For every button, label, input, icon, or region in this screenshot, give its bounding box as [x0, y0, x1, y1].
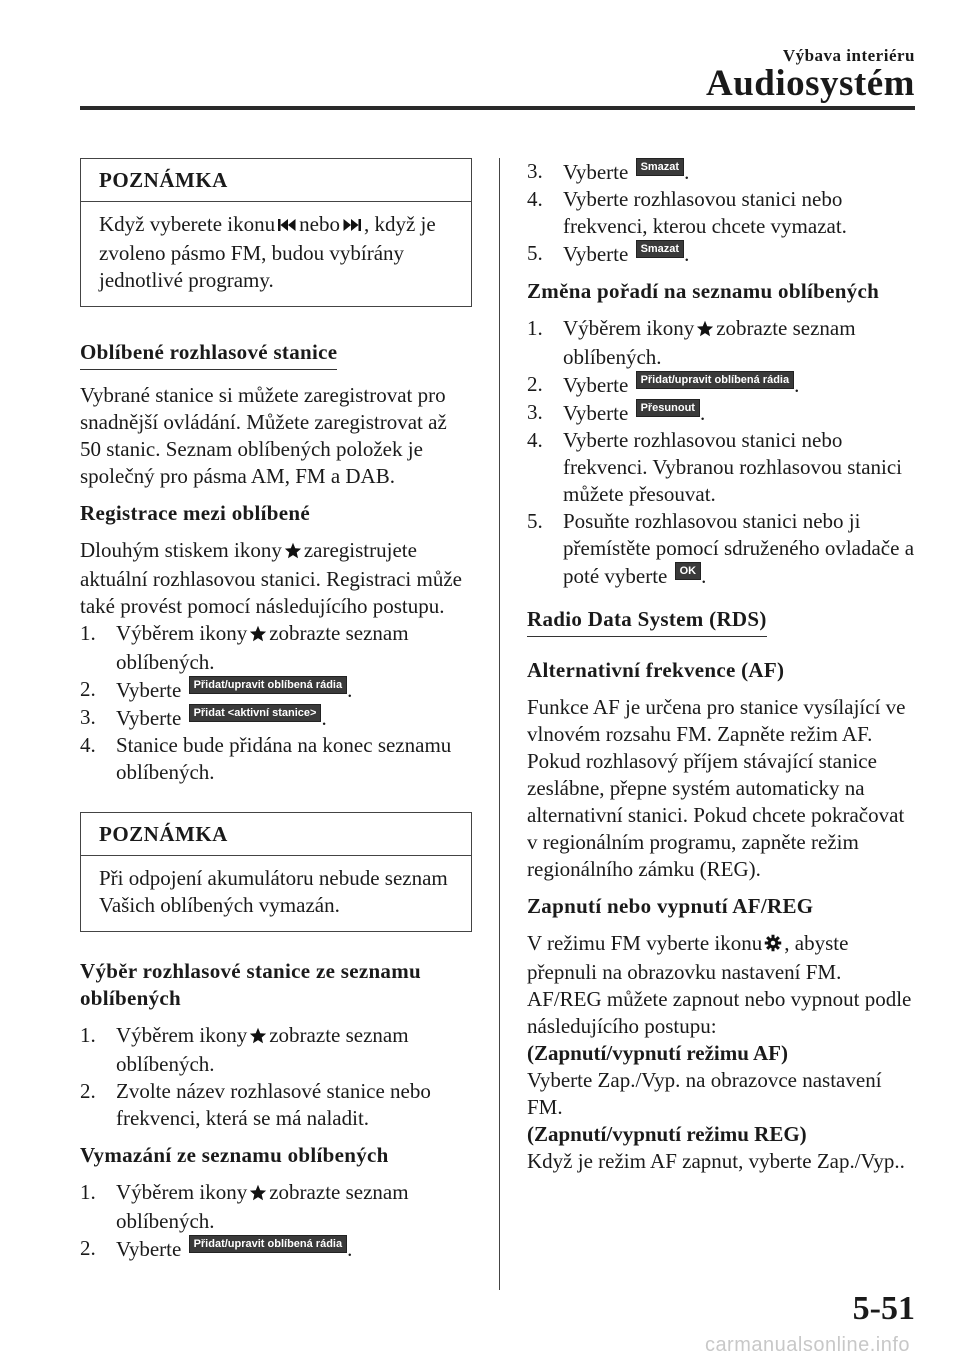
step-number: 3. [80, 705, 96, 729]
add-edit-favorites-button[interactable]: Přidat/upravit oblíbená rádia [636, 371, 795, 389]
delete-button[interactable]: Smazat [636, 158, 685, 176]
note-title: POZNÁMKA [81, 159, 471, 202]
star-icon [249, 1181, 267, 1208]
step-number: 3. [527, 159, 543, 183]
note-body: Při odpojení akumulátoru nebude seznam Vašich oblíbených vymazán. [99, 866, 448, 917]
step-text: . [684, 160, 690, 184]
list-item [527, 186, 917, 240]
note-body [81, 202, 471, 306]
page-number: 5-51 [852, 1290, 915, 1327]
reorder-steps [527, 315, 917, 590]
delete-steps-continued [527, 158, 917, 268]
note-box [80, 158, 472, 307]
step-text: . [699, 401, 706, 425]
subhead-af: Alternativní frekvence (AF) [527, 658, 785, 682]
list-item [80, 1022, 472, 1078]
delete-steps [80, 1179, 472, 1263]
list-item [527, 427, 917, 508]
right-column [527, 158, 917, 1175]
step-text: zobrazte seznam oblíbených. [116, 1180, 409, 1233]
step-text: Posuňte rozhlasovou stanici nebo ji přemístěte pomocí sdruženého ovladače a poté vyberte [563, 509, 915, 588]
paragraph [527, 930, 917, 1040]
step-number: 1. [80, 1023, 96, 1047]
step-text: Vyberte [116, 1237, 182, 1261]
subhead-register: Registrace mezi oblíbené [80, 501, 310, 525]
step-number: 2. [80, 1236, 96, 1260]
list-item [527, 399, 917, 427]
step-number: 4. [80, 733, 96, 757]
section-title-rds: Radio Data System (RDS) [527, 606, 767, 637]
list-item [80, 1078, 472, 1132]
list-item [527, 508, 917, 590]
step-number: 4. [527, 187, 543, 211]
text: zaregistrujete aktuální rozhlasovou stanici. Registraci může také provést pomocí následujícího postupu. [80, 538, 462, 618]
step-text: Vyberte [116, 706, 182, 730]
star-icon [284, 539, 302, 566]
paragraph: Vybrané stanice si můžete zaregistrovat pro snadnější ovládání. Můžete zaregistrovat až 50 stanic. Seznam oblíbených položek je společný pro pásma AM, FM a DAB. [80, 383, 447, 488]
af-toggle-heading: (Zapnutí/vypnutí režimu AF) [527, 1041, 788, 1065]
step-text: Výběrem ikony [116, 1180, 248, 1204]
list-item [80, 732, 472, 786]
step-text: Zvolte název rozhlasové stanice nebo frekvenci, která se má naladit. [116, 1079, 431, 1130]
ok-button[interactable]: OK [675, 562, 702, 580]
star-icon [249, 1024, 267, 1051]
step-text: Stanice bude přidána na konec seznamu oblíbených. [116, 733, 452, 784]
add-edit-favorites-button[interactable]: Přidat/upravit oblíbená rádia [189, 676, 348, 694]
step-text: Vyberte [563, 373, 629, 397]
step-number: 1. [527, 316, 543, 340]
step-number: 5. [527, 241, 543, 265]
step-text: Výběrem ikony [563, 316, 695, 340]
paragraph: Funkce AF je určena pro stanice vysílající ve vlnovém rozsahu FM. Zapněte režim AF. Pokud rozhlasový příjem stávající stanice zeslábne, přepne systém automaticky na alternativní stanici. Pokud chcete pokračovat v regionálním programu, zapněte režim regionálního zámku (REG). [527, 695, 906, 881]
text: V režimu FM vyberte ikonu [527, 931, 763, 955]
note-text: , když je zvoleno pásmo FM, budou vybírány jednotlivé programy. [99, 212, 436, 292]
step-text: zobrazte seznam oblíbených. [563, 316, 856, 369]
list-item [527, 240, 917, 268]
watermark: carmanualsonline.info [704, 1334, 910, 1356]
step-number: 5. [527, 509, 543, 533]
af-toggle-text: Vyberte Zap./Vyp. na obrazovce nastavení FM. [527, 1068, 882, 1119]
step-number: 2. [527, 372, 543, 396]
step-text: Vyberte [563, 160, 629, 184]
reg-toggle-heading: (Zapnutí/vypnutí režimu REG) [527, 1122, 807, 1146]
list-item [80, 1235, 472, 1263]
header-title: Audiosystém [705, 63, 915, 104]
step-text: zobrazte seznam oblíbených. [116, 1023, 409, 1076]
step-number: 1. [80, 621, 96, 645]
star-icon [696, 317, 714, 344]
step-text: Výběrem ikony [116, 621, 248, 645]
step-number: 2. [80, 1079, 96, 1103]
section-title-favorites: Oblíbené rozhlasové stanice [80, 339, 337, 370]
step-text: Vyberte [116, 678, 182, 702]
subhead-af-reg: Zapnutí nebo vypnutí AF/REG [527, 894, 814, 918]
gear-icon [764, 932, 782, 959]
step-text: . [347, 1237, 353, 1261]
step-text: zobrazte seznam oblíbených. [116, 621, 409, 674]
step-text: . [347, 678, 353, 702]
reg-toggle-text: Když je režim AF zapnut, vyberte Zap./Vyp.. [527, 1149, 905, 1173]
list-item [527, 315, 917, 371]
header-section: Výbava interiéru [782, 46, 915, 65]
skip-back-icon [277, 213, 297, 240]
step-number: 4. [527, 428, 543, 452]
step-text: Vyberte rozhlasovou stanici nebo frekvenci, kterou chcete vymazat. [563, 187, 847, 238]
move-button[interactable]: Přesunout [636, 399, 700, 417]
step-text: Vyberte [563, 242, 629, 266]
left-column [80, 158, 472, 1273]
list-item [527, 371, 917, 399]
list-item [80, 676, 472, 704]
step-text: Vyberte [563, 401, 629, 425]
add-edit-favorites-button[interactable]: Přidat/upravit oblíbená rádia [189, 1235, 348, 1253]
column-divider [499, 158, 500, 1290]
select-steps [80, 1022, 472, 1132]
step-number: 3. [527, 400, 543, 424]
delete-button[interactable]: Smazat [636, 240, 685, 258]
step-text: Výběrem ikony [116, 1023, 248, 1047]
note-text: nebo [299, 212, 340, 236]
register-steps [80, 620, 472, 786]
list-item [80, 620, 472, 676]
step-number: 2. [80, 677, 96, 701]
text: Dlouhým stiskem ikony [80, 538, 282, 562]
note-box [80, 812, 472, 932]
note-title: POZNÁMKA [81, 813, 471, 856]
list-item [80, 704, 472, 732]
text: , abyste přepnuli na obrazovku nastavení FM. AF/REG můžete zapnout nebo vypnout podle následujícího postupu: [527, 931, 912, 1038]
star-icon [249, 622, 267, 649]
add-current-station-button[interactable]: Přidat <aktivní stanice> [189, 704, 322, 722]
subhead-delete: Vymazání ze seznamu oblíbených [80, 1143, 389, 1167]
skip-forward-icon [342, 213, 362, 240]
list-item [80, 1179, 472, 1235]
step-text: . [701, 564, 707, 588]
note-text: Když vyberete ikonu [99, 212, 276, 236]
subhead-reorder: Změna pořadí na seznamu oblíbených [527, 279, 880, 303]
step-text: . [684, 242, 690, 266]
step-number: 1. [80, 1180, 96, 1204]
paragraph [80, 537, 472, 620]
list-item [527, 158, 917, 186]
step-text: Vyberte rozhlasovou stanici nebo frekvenci. Vybranou rozhlasovou stanici můžete přesouvat. [563, 428, 903, 506]
subhead-select: Výběr rozhlasové stanice ze seznamu oblíbených [80, 959, 422, 1010]
step-text: . [794, 373, 800, 397]
step-text: . [321, 706, 327, 730]
header-rule [80, 106, 915, 110]
